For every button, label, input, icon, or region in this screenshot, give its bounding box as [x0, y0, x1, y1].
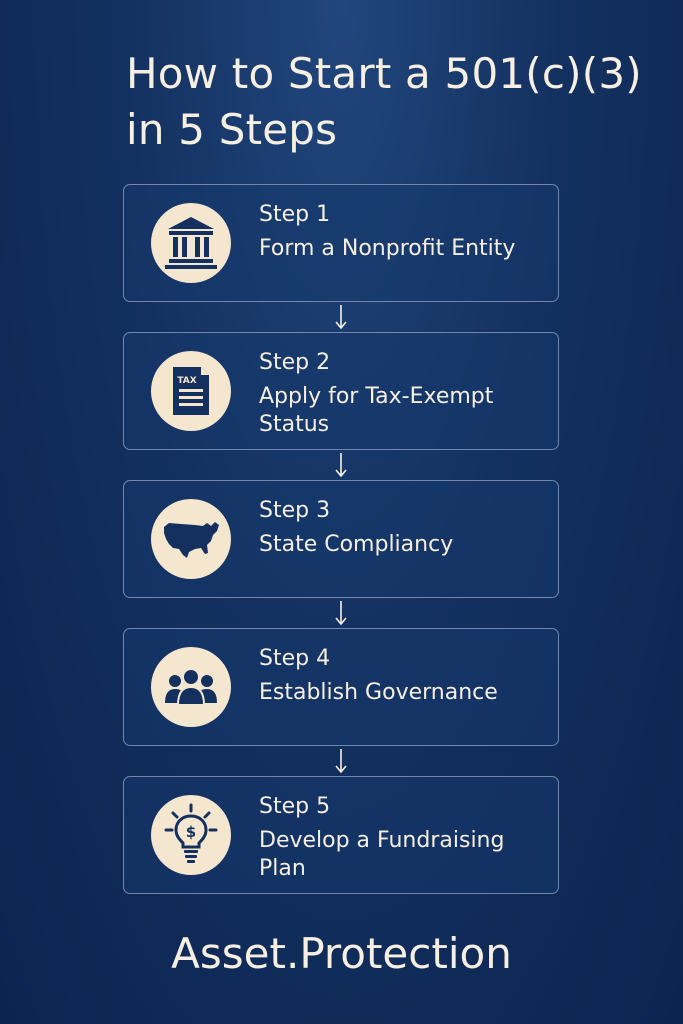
step-card-3: [123, 480, 559, 598]
step-card-4: [123, 628, 559, 746]
step-label: Step 3: [259, 498, 331, 523]
svg-text:$: $: [185, 823, 197, 841]
down-arrow-icon: [334, 451, 348, 479]
step-card-2: [123, 332, 559, 450]
step-label: Step 1: [259, 202, 331, 227]
step-card-1: [123, 184, 559, 302]
step-label: Step 4: [259, 646, 331, 671]
government-building-icon: [151, 203, 231, 283]
step-title: State Compliancy: [259, 532, 454, 557]
usa-map-icon: [151, 499, 231, 579]
down-arrow-icon: [334, 747, 348, 775]
step-label: Step 5: [259, 794, 331, 819]
page-title: How to Start a 501(c)(3) in 5 Steps: [126, 49, 642, 154]
brand-name: Asset.Protection: [171, 929, 512, 978]
step-label: Step 2: [259, 350, 331, 375]
lightbulb-dollar-icon: [151, 795, 231, 875]
down-arrow-icon: [334, 599, 348, 627]
step-title: Develop a Fundraising Plan: [259, 828, 505, 881]
step-card-5: [123, 776, 559, 894]
down-arrow-icon: [334, 303, 348, 331]
tax-icon-text: TAX: [177, 376, 197, 386]
step-title: Apply for Tax-Exempt Status: [259, 384, 494, 437]
tax-document-icon: [151, 351, 231, 431]
step-title: Establish Governance: [259, 680, 498, 705]
people-group-icon: [151, 647, 231, 727]
step-title: Form a Nonprofit Entity: [259, 236, 516, 261]
